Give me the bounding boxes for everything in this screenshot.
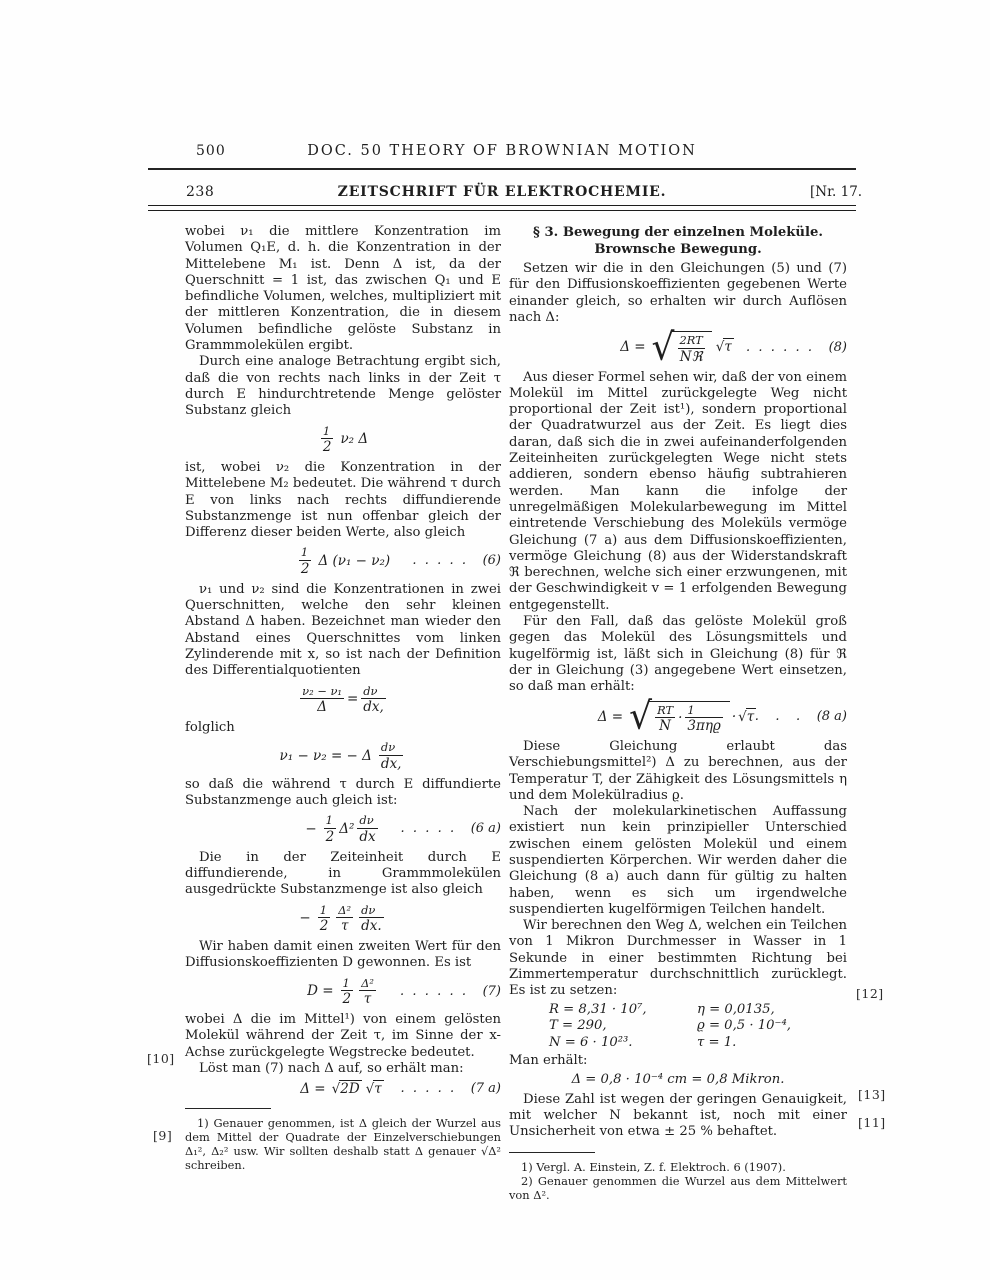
paragraph-wir-berechnen: Wir berechnen den Weg Δ, welchen ein Teilchen von 1 Mikron Durchmesser in Wasser in 1 Sekunde in einer bestimmten Richtung bei Zimmertemperatur durchschnittlich zurücklegt. Es ist zu setzen:: [509, 918, 847, 999]
equation-number: . . . (8 a): [754, 709, 847, 725]
fraction: [685, 704, 723, 734]
fraction-denominator: dx,: [380, 755, 402, 772]
footnote-right-2: 2) Genauer genommen die Wurzel aus dem Mittelwert von Δ².: [509, 1173, 847, 1202]
fraction-numerator: 1: [324, 814, 337, 829]
radical-sign: √: [715, 339, 725, 356]
value-eta: η = 0,0135,: [697, 1001, 775, 1017]
fraction-numerator: 1: [685, 704, 723, 719]
equation-6: [185, 546, 501, 576]
margin-marker-13: [13]: [858, 1087, 886, 1102]
fraction-denominator: dx: [359, 828, 376, 845]
fraction-denominator: Nℜ: [679, 348, 703, 365]
minus-sign: −: [305, 821, 317, 838]
multiplication-dot: ·: [678, 710, 683, 727]
equation-number: . . . . . (7 a): [400, 1081, 501, 1097]
paragraph-man-erhaelt: Man erhält:: [509, 1053, 588, 1069]
fraction: [341, 977, 354, 1007]
fraction-numerator: dν: [379, 741, 404, 756]
margin-marker-10: [10]: [147, 1051, 175, 1066]
fraction: [336, 904, 353, 934]
square-root: [651, 326, 712, 369]
equation-left-side: D =: [307, 983, 334, 1000]
radicand: τ: [374, 1081, 382, 1098]
fraction-numerator: 1: [318, 904, 331, 919]
multiplication-dot: ·: [731, 708, 737, 725]
fraction: [321, 425, 334, 455]
equation-body: Δ (ν₁ − ν₂): [318, 553, 391, 570]
equation-8: [509, 326, 847, 369]
paragraph-setzen-wir: Setzen wir die in den Gleichungen (5) und (7) für den Diffusionskoeffizienten gegebenen Werte einander gleich, so erhalten wir durch Auflösen nach Δ:: [509, 261, 847, 325]
fraction-denominator: 2: [342, 991, 352, 1008]
paragraph-diese-gleichung: Diese Gleichung erlaubt das Verschiebungsmittel²) Δ zu berechnen, aus der Temperatur T, der Zähigkeit des Lösungsmittels η und dem Molekülradius ϱ.: [509, 738, 847, 803]
square-root: [738, 710, 756, 725]
fraction: [324, 814, 337, 844]
footnote-left-1: 1) Genauer genommen, ist Δ gleich der Wurzel aus dem Mittel der Quadrate der Einzelverschiebungen Δ₁², Δ₂² usw. Wir sollten deshalb statt Δ genauer √Δ² schreiben.: [185, 1115, 501, 1172]
fraction-numerator: ν₂ − ν₁: [302, 683, 342, 698]
fraction: [361, 685, 386, 715]
paragraph-fuer-den-fall: Für den Fall, daß das gelöste Molekül groß gegen das Molekül des Lösungsmittels und kugelförmig ist, läßt sich in Gleichung (8) für ℜ der in Gleichung (3) angegebene Wert einsetzen, so daß man erhält:: [509, 614, 847, 695]
equation-number: . . . . . . (7): [399, 983, 501, 999]
radical-sign: √: [629, 695, 653, 738]
paragraph-zweiter-wert: Wir haben damit einen zweiten Wert für den Diffusionskoeffizienten D gewonnen. Es ist: [185, 938, 501, 971]
equals-sign: =: [346, 691, 359, 708]
equation-left-side: Δ =: [300, 1081, 326, 1098]
equation-number: . . . . . (6): [412, 553, 501, 569]
square-root: [629, 695, 730, 738]
footnote-right-1: 1) Vergl. A. Einstein, Z. f. Elektroch. 6 (1907).: [521, 1159, 786, 1174]
fraction-denominator: N: [659, 718, 671, 735]
equation-8a: [509, 695, 847, 738]
footnote-separator: [185, 1108, 271, 1109]
values-row: [549, 1018, 847, 1035]
fraction-denominator: τ: [363, 991, 372, 1008]
value-tau: τ = 1.: [697, 1034, 737, 1050]
numerical-values-block: [549, 1002, 847, 1052]
equation-number: . . . . . (6 a): [400, 821, 501, 837]
equation-number: . . . . . . (8): [745, 339, 847, 355]
radicand: τ: [724, 339, 732, 356]
fraction-denominator: 2: [325, 828, 335, 845]
values-row: [549, 1035, 847, 1052]
book-page-number: 500: [196, 143, 226, 159]
paragraph-analogous-consideration: Durch eine analoge Betrachtung ergibt sich, daß die von rechts nach links in der Zeit τ durch E hindurchtretende Menge gelöster Substanz gleich: [185, 354, 501, 419]
value-T: T = 290,: [549, 1018, 607, 1034]
fraction-numerator: 1: [321, 425, 334, 440]
equation-7: [185, 977, 501, 1007]
fraction-numerator: RT: [657, 702, 674, 717]
value-R: R = 8,31 · 10⁷,: [549, 1001, 647, 1017]
fraction-denominator: 2: [300, 560, 310, 577]
equation-half-nu2-delta: [185, 425, 501, 455]
equation-left-side: Δ =: [597, 708, 624, 725]
journal-double-rule: [148, 205, 856, 211]
equation-per-unit-time: [185, 904, 501, 934]
equation-left-side: Δ =: [620, 339, 646, 356]
equation-6a: [185, 814, 501, 844]
paragraph-diese-zahl: Diese Zahl ist wegen der geringen Genauigkeit, mit welcher N bekannt ist, noch mit einer Unsicherheit von etwa ± 25 % behaftet.: [509, 1091, 847, 1140]
footnote-separator: [509, 1152, 595, 1153]
paragraph-wobei-delta-mittel: wobei Δ die im Mittel¹) von einem gelösten Molekül während der Zeit τ, im Sinne der x-Achse zurückgelegte Wegstrecke bedeutet.: [185, 1011, 501, 1060]
fraction-denominator: 2: [322, 439, 332, 456]
fraction: [318, 904, 331, 934]
fraction-numerator: 1: [341, 977, 354, 992]
radicand: 2D: [340, 1081, 360, 1098]
radicand: τ: [746, 708, 755, 725]
paragraph-aus-dieser-formel: Aus dieser Formel sehen wir, daß der von einem Molekül im Mittel zurückgelegte Weg nicht proportional der Zeit ist¹), sondern proportional der Quadratwurzel aus der Zeit. Es liegt dies daran, daß sich die in zwei aufeinanderfolgenden Zeiteinheiten zurückgelegten Wege nicht stets addieren, sondern ebenso häufig subtrahieren werden. Man kann die infolge der unregelmäßigen Molekularbewegung im Mittel eintretende Verschiebung des Moleküls vermöge Gleichung (7 a) aus dem Diffusionskoeffizienten, vermöge Gleichung (8) aus der Widerstandskraft ℜ berechnen, welche sich einer erzwungenen, mit der Geschwindigkeit v = 1 erfolgenden Bewegung entgegenstellt.: [509, 369, 847, 613]
header-rule: [148, 168, 856, 170]
fraction-numerator: 2RT: [679, 333, 703, 348]
fraction-denominator: 3πηϱ: [687, 718, 721, 735]
equation-body: ν₂ Δ: [340, 431, 369, 448]
paragraph-loest-man: Löst man (7) nach Δ auf, so erhält man:: [199, 1060, 464, 1076]
fraction-numerator: 1: [299, 546, 312, 561]
equation-nu1-minus-nu2: [185, 741, 501, 771]
equation-differential-quotient: [185, 685, 501, 715]
right-column: [509, 224, 847, 1202]
fraction-numerator: dν: [357, 814, 377, 829]
fraction: [300, 685, 344, 715]
paragraph-ist-wobei: ist, wobei ν₂ die Konzentration in der Mittelebene M₂ bedeutet. Die während τ durch E von links nach rechts diffundierende Substanzmenge ist nun offenbar gleich der Differenz dieser beiden Werte, also gleich: [185, 459, 501, 541]
square-root: [366, 1082, 384, 1097]
radicand: [672, 331, 712, 364]
journal-title: ZEITSCHRIFT FÜR ELEKTROCHEMIE.: [337, 184, 667, 200]
fraction-numerator: dν: [359, 904, 384, 919]
minus-sign: −: [299, 910, 311, 927]
left-column: [185, 224, 501, 1172]
margin-marker-12: [12]: [856, 986, 884, 1001]
radical-sign: √: [651, 326, 675, 369]
paragraph-mean-concentration: wobei ν₁ die mittlere Konzentration im Volumen Q₁E, d. h. die Konzentration in der Mittelebene M₁ ist. Denn Δ ist, da der Querschnitt = 1 ist, das zwischen Q₁ und E befindliche Volumen, welches, multipliziert mit der mittleren Konzentration, die in diesem Volumen befindliche gelöste Substanz in Grammmolekülen ergibt.: [185, 224, 501, 354]
margin-marker-9: [9]: [153, 1128, 173, 1143]
fraction-numerator: dν: [361, 685, 386, 700]
delta-squared-term: Δ²: [339, 821, 355, 838]
fraction: [357, 814, 377, 844]
radical-sign: √: [365, 1081, 375, 1098]
margin-marker-11: [11]: [858, 1115, 886, 1130]
values-row: [549, 1002, 847, 1019]
section-heading-line1: § 3. Bewegung der einzelnen Moleküle.: [532, 225, 824, 240]
fraction-denominator: dx.: [361, 918, 382, 935]
equation-left-side: ν₁ − ν₂ = − Δ: [279, 748, 372, 765]
fraction: [359, 977, 376, 1007]
fraction-denominator: 2: [319, 918, 329, 935]
journal-issue-number: [Nr. 17.: [810, 184, 863, 200]
fraction: [379, 741, 404, 771]
journal-page-number: 238: [186, 184, 215, 200]
paragraph-molekularkinetisch: Nach der molekularkinetischen Auffassung existiert nun kein prinzipieller Unterschied zwischen einem gelösten Molekül und einem suspendierten Körperchen. Wir werden daher die Gleichung (8 a) auch dann für gültig zu halten haben, wenn es sich um irgendwelche suspendierten kugelförmigen Teilchen handelt.: [509, 804, 847, 917]
radical-sign: √: [331, 1081, 341, 1098]
fraction: [359, 904, 384, 934]
value-N: N = 6 · 10²³.: [549, 1034, 633, 1050]
value-rho: ϱ = 0,5 · 10⁻⁴,: [697, 1018, 791, 1034]
radicand: [649, 701, 730, 734]
fraction-numerator: Δ²: [361, 975, 374, 990]
paragraph-nu1-nu2-concentrations: ν₁ und ν₂ sind die Konzentrationen in zwei Querschnitten, welche den sehr kleinen Abstand Δ haben. Bezeichnet man wieder den Abstand eines Querschnittes vom linken Zylinderende mit x, so ist nach der Definition des Differentialquotienten: [185, 581, 501, 679]
square-root: [716, 340, 734, 355]
book-running-title: DOC. 50 THEORY OF BROWNIAN MOTION: [307, 143, 697, 159]
paragraph-so-dass: so daß die während τ durch E diffundierte Substanzmenge auch gleich ist:: [185, 776, 501, 808]
section-heading-line2: Brownsche Bewegung.: [594, 242, 762, 257]
equation-7a: [185, 1082, 501, 1097]
paragraph-zeiteinheit: Die in der Zeiteinheit durch E diffundierende, in Grammmolekülen ausgedrückte Substanzmenge ist also gleich: [185, 849, 501, 898]
fraction-numerator: Δ²: [338, 902, 352, 917]
fraction: [299, 546, 312, 576]
fraction: [655, 704, 675, 734]
fraction-denominator: dx,: [363, 699, 384, 716]
radical-sign: √: [738, 708, 747, 725]
fraction-denominator: Δ: [317, 699, 327, 716]
fraction-denominator: τ: [340, 918, 349, 935]
paragraph-folglich: folglich: [185, 720, 235, 735]
section-heading: [509, 224, 847, 258]
equation-result-displacement: Δ = 0,8 · 10⁻⁴ cm = 0,8 Mikron.: [571, 1072, 785, 1088]
fraction: [678, 334, 705, 364]
square-root: [332, 1082, 362, 1097]
